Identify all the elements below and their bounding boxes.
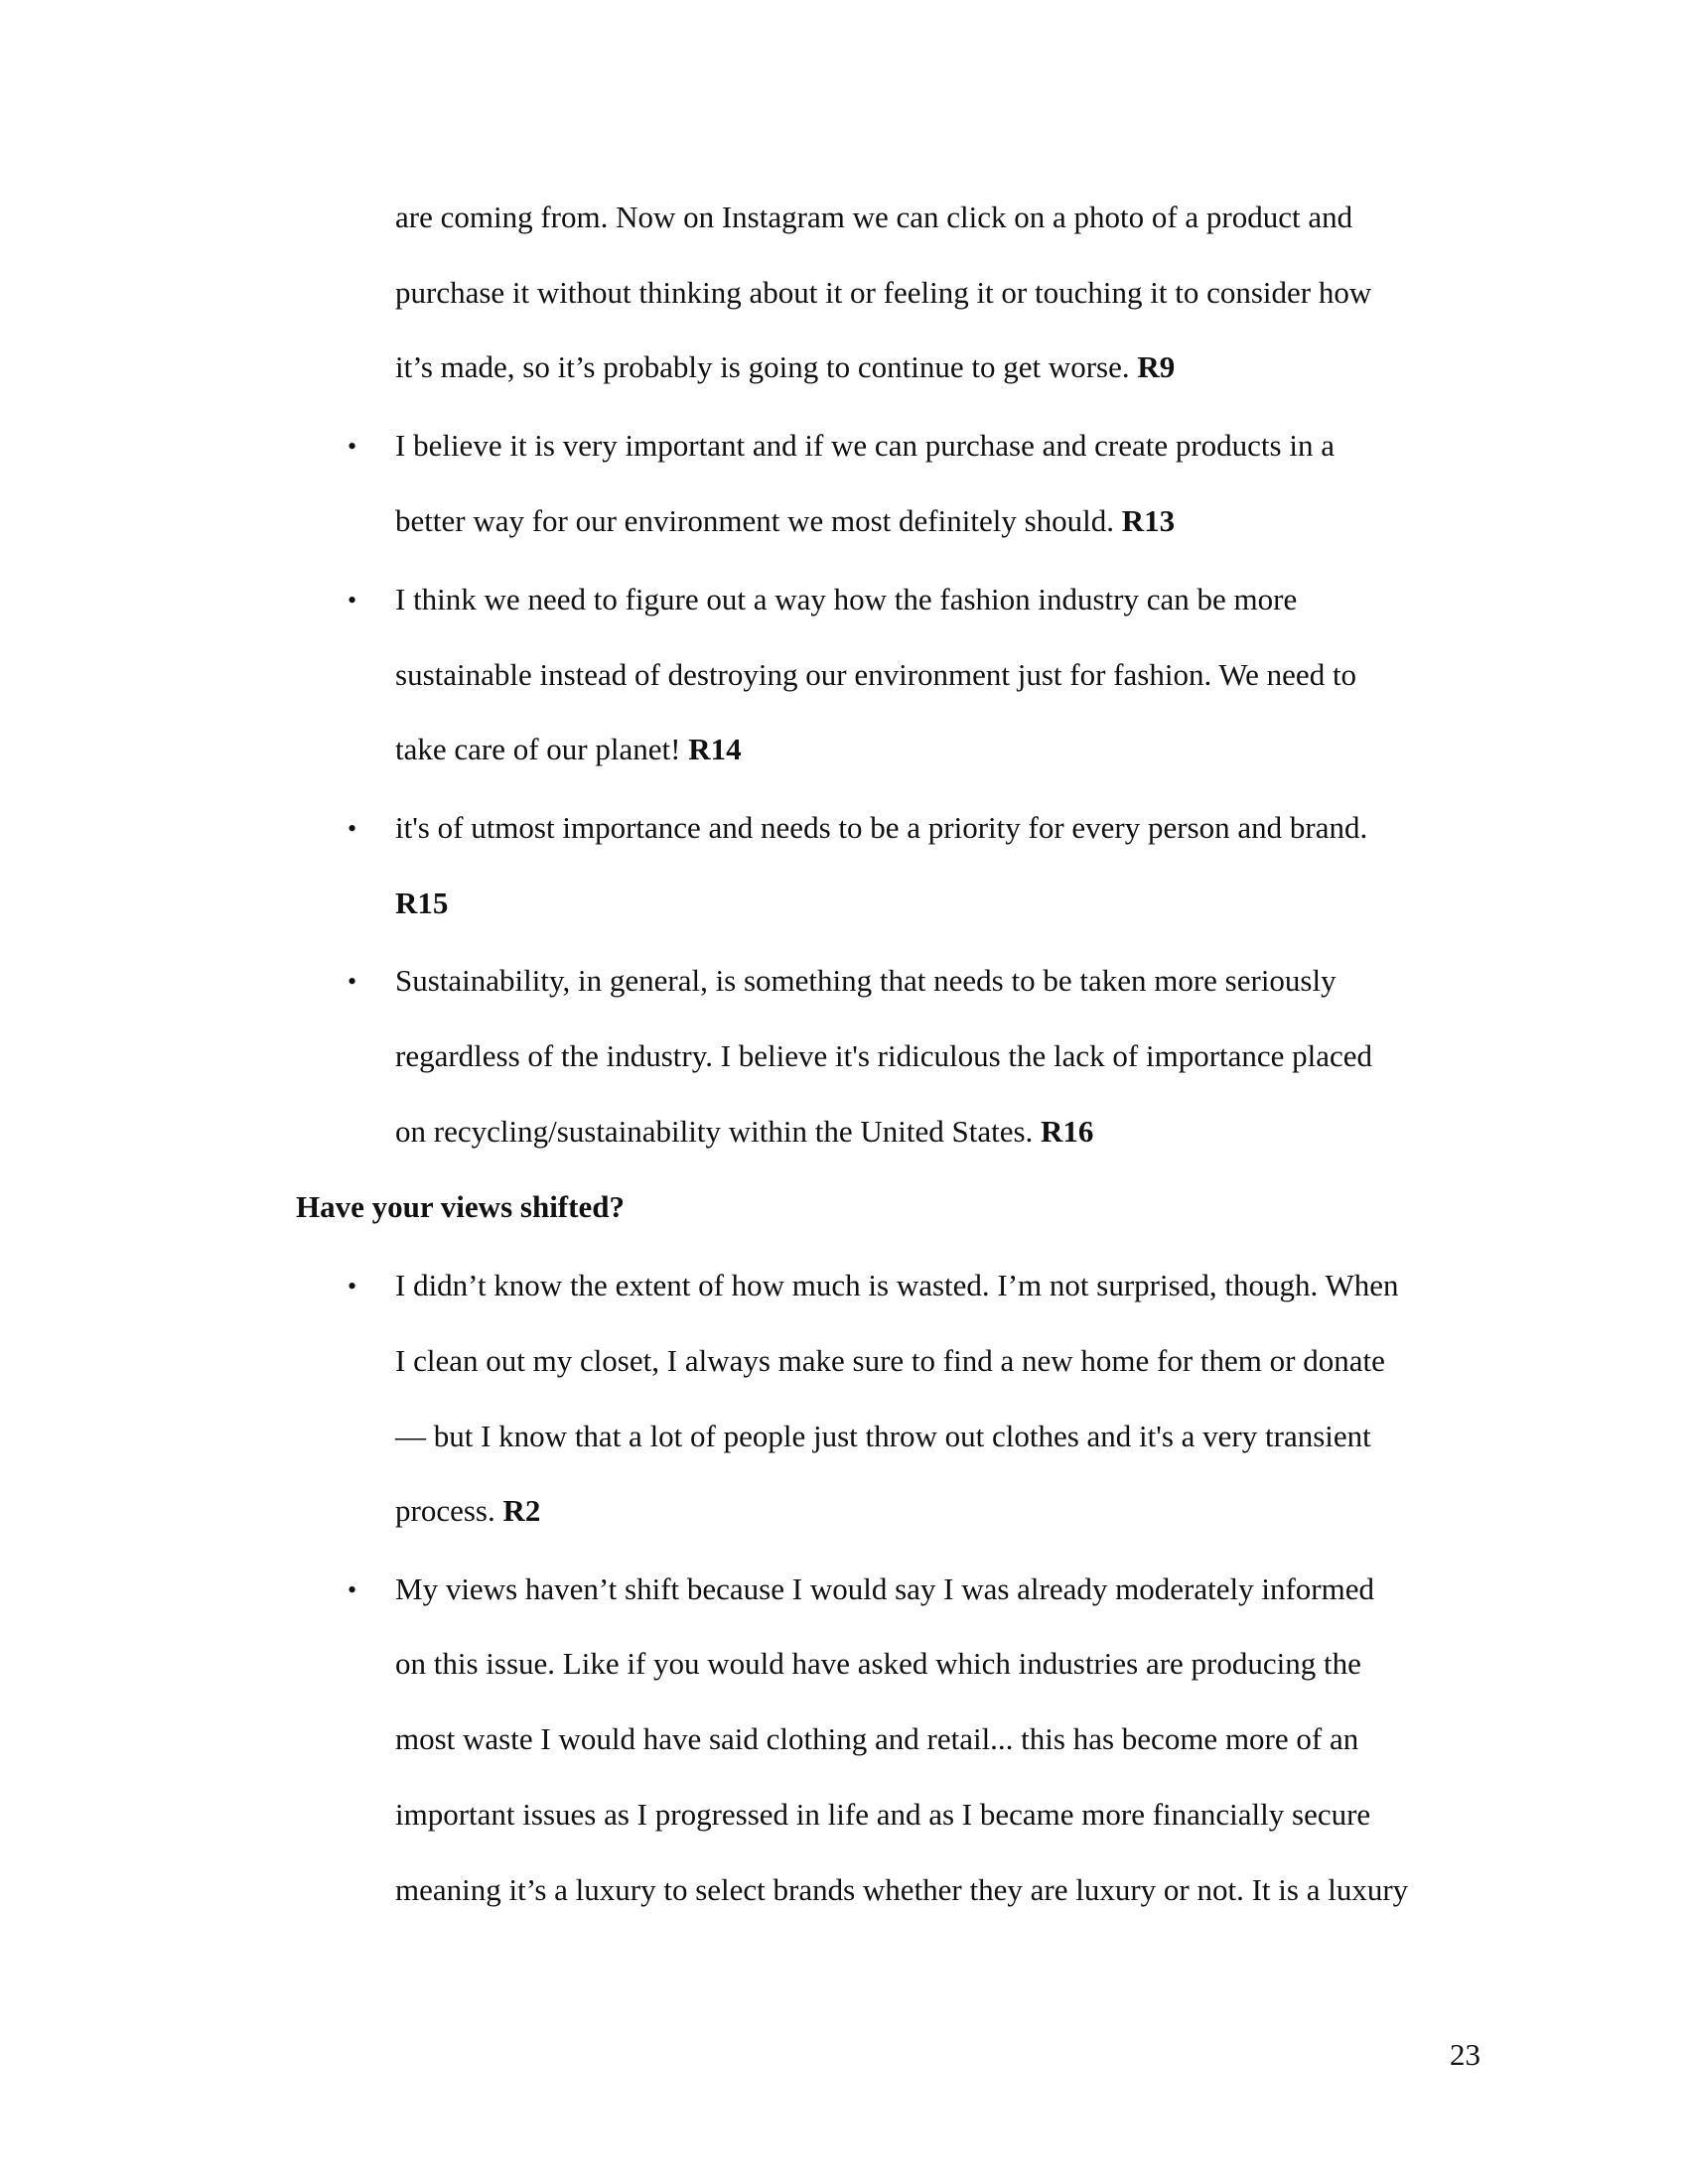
list-item-line: important issues as I progressed in life and as I became more financially secure — [395, 1797, 1371, 1832]
bullet-icon: • — [348, 967, 357, 996]
body-line: are coming from. Now on Instagram we can click on a photo of a product and — [395, 200, 1353, 234]
list-item-line — [395, 501, 1175, 541]
body-text: take care of our planet! — [395, 732, 689, 766]
body-text: better way for our environment we most definitely should. — [395, 503, 1122, 538]
respondent-ref: R14 — [688, 732, 742, 766]
body-text: it’s made, so it’s probably is going to continue to get worse. — [395, 349, 1138, 384]
list-item-line: sustainable instead of destroying our environment just for fashion. We need to — [395, 657, 1357, 692]
section-heading: Have your views shifted? — [296, 1189, 625, 1224]
respondent-ref: R16 — [1041, 1114, 1094, 1149]
respondent-ref: R2 — [502, 1493, 541, 1528]
list-item-line — [395, 730, 742, 769]
list-item-line: regardless of the industry. I believe it's ridiculous the lack of importance placed — [395, 1038, 1373, 1073]
body-text: process. — [395, 1493, 503, 1528]
list-item-line: I think we need to figure out a way how the fashion industry can be more — [395, 582, 1298, 616]
list-item-line: I believe it is very important and if we can purchase and create products in a — [395, 428, 1335, 463]
bullet-icon: • — [348, 1272, 357, 1300]
list-item-line: I didn’t know the extent of how much is wasted. I’m not surprised, though. When — [395, 1268, 1399, 1302]
page-number: 23 — [1450, 2037, 1480, 2072]
body-line — [395, 347, 1175, 387]
list-item-line: meaning it’s a luxury to select brands whether they are luxury or not. It is a luxury — [395, 1872, 1409, 1907]
list-item-line — [395, 1491, 540, 1531]
respondent-ref: R9 — [1137, 349, 1176, 384]
list-item-line: My views haven’t shift because I would say I was already moderately informed — [395, 1571, 1374, 1606]
respondent-ref: R13 — [1121, 503, 1176, 538]
list-item-line: it's of utmost importance and needs to be a priority for every person and brand. — [395, 810, 1368, 845]
bullet-icon: • — [348, 814, 357, 843]
list-item-line: I clean out my closet, I always make sure to find a new home for them or donate — [395, 1343, 1385, 1378]
bullet-icon: • — [348, 432, 357, 461]
body-text: on recycling/sustainability within the United States. — [395, 1114, 1042, 1149]
list-item-line: most waste I would have said clothing and retail... this has become more of an — [395, 1721, 1359, 1756]
body-line: purchase it without thinking about it or feeling it or touching it to consider how — [395, 275, 1372, 310]
respondent-ref: R15 — [395, 886, 449, 920]
list-item-line: Sustainability, in general, is something that needs to be taken more seriously — [395, 963, 1336, 998]
bullet-icon: • — [348, 1575, 357, 1604]
list-item-line: on this issue. Like if you would have asked which industries are producing the — [395, 1646, 1361, 1681]
bullet-icon: • — [348, 586, 357, 614]
list-item-line — [395, 1112, 1093, 1152]
list-item-line — [395, 884, 448, 923]
list-item-line: — but I know that a lot of people just throw out clothes and it's a very transient — [395, 1419, 1371, 1453]
